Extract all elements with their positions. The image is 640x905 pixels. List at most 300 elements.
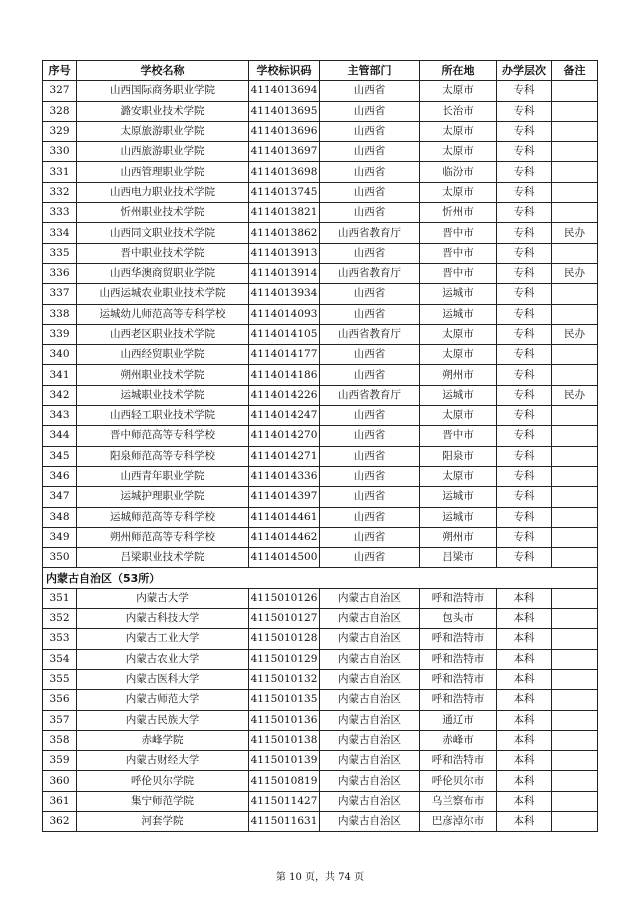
cell-school-code: 4114013914 xyxy=(249,263,320,283)
table-row xyxy=(43,771,598,791)
table-row xyxy=(43,588,598,608)
cell-school-code: 4115010128 xyxy=(249,629,320,649)
cell-location: 包头市 xyxy=(420,609,497,629)
cell-authority: 内蒙古自治区 xyxy=(320,649,420,669)
cell-school-code: 4114014186 xyxy=(249,365,320,385)
cell-index: 333 xyxy=(43,203,77,223)
cell-authority: 山西省教育厅 xyxy=(320,385,420,405)
cell-location: 呼和浩特市 xyxy=(420,649,497,669)
cell-school-name: 山西青年职业学院 xyxy=(77,466,249,486)
cell-remarks xyxy=(552,406,598,426)
cell-school-name: 内蒙古农业大学 xyxy=(77,649,249,669)
cell-authority: 内蒙古自治区 xyxy=(320,629,420,649)
cell-index: 361 xyxy=(43,791,77,811)
cell-location: 运城市 xyxy=(420,304,497,324)
cell-index: 343 xyxy=(43,406,77,426)
cell-location: 赤峰市 xyxy=(420,730,497,750)
cell-index: 344 xyxy=(43,426,77,446)
cell-school-name: 内蒙古医科大学 xyxy=(77,669,249,689)
cell-location: 晋中市 xyxy=(420,426,497,446)
cell-school-name: 内蒙古财经大学 xyxy=(77,751,249,771)
cell-index: 348 xyxy=(43,507,77,527)
header-row xyxy=(43,61,598,81)
cell-school-name: 朔州职业技术学院 xyxy=(77,365,249,385)
cell-authority: 山西省 xyxy=(320,81,420,101)
cell-level: 本科 xyxy=(497,609,552,629)
table-row xyxy=(43,203,598,223)
cell-remarks xyxy=(552,365,598,385)
table-row xyxy=(43,81,598,101)
cell-index: 340 xyxy=(43,345,77,365)
cell-remarks xyxy=(552,182,598,202)
cell-index: 334 xyxy=(43,223,77,243)
cell-school-code: 4115010132 xyxy=(249,669,320,689)
cell-location: 运城市 xyxy=(420,487,497,507)
cell-school-name: 运城师范高等专科学校 xyxy=(77,507,249,527)
cell-school-code: 4115010819 xyxy=(249,771,320,791)
cell-authority: 内蒙古自治区 xyxy=(320,730,420,750)
cell-level: 专科 xyxy=(497,385,552,405)
table-row xyxy=(43,345,598,365)
cell-school-code: 4114013696 xyxy=(249,121,320,141)
cell-authority: 内蒙古自治区 xyxy=(320,811,420,831)
cell-level: 本科 xyxy=(497,649,552,669)
cell-remarks: 民办 xyxy=(552,324,598,344)
cell-school-name: 太原旅游职业学院 xyxy=(77,121,249,141)
cell-school-name: 阳泉师范高等专科学校 xyxy=(77,446,249,466)
cell-school-code: 4114014397 xyxy=(249,487,320,507)
cell-level: 专科 xyxy=(497,548,552,568)
table-row xyxy=(43,507,598,527)
cell-school-name: 潞安职业技术学院 xyxy=(77,101,249,121)
cell-school-code: 4115010136 xyxy=(249,710,320,730)
table-row xyxy=(43,101,598,121)
cell-level: 专科 xyxy=(497,446,552,466)
cell-remarks: 民办 xyxy=(552,385,598,405)
table-row xyxy=(43,548,598,568)
cell-location: 长治市 xyxy=(420,101,497,121)
cell-school-code: 4115010127 xyxy=(249,609,320,629)
cell-authority: 内蒙古自治区 xyxy=(320,771,420,791)
cell-authority: 内蒙古自治区 xyxy=(320,791,420,811)
cell-remarks xyxy=(552,426,598,446)
cell-remarks xyxy=(552,771,598,791)
cell-level: 专科 xyxy=(497,324,552,344)
table-row xyxy=(43,365,598,385)
cell-index: 346 xyxy=(43,466,77,486)
cell-level: 本科 xyxy=(497,710,552,730)
table-row xyxy=(43,121,598,141)
cell-remarks xyxy=(552,649,598,669)
cell-remarks xyxy=(552,162,598,182)
cell-authority: 山西省 xyxy=(320,162,420,182)
cell-school-code: 4114013694 xyxy=(249,81,320,101)
cell-remarks xyxy=(552,609,598,629)
cell-authority: 山西省 xyxy=(320,365,420,385)
cell-school-name: 运城职业技术学院 xyxy=(77,385,249,405)
cell-school-code: 4114014177 xyxy=(249,345,320,365)
cell-level: 专科 xyxy=(497,243,552,263)
cell-level: 专科 xyxy=(497,507,552,527)
cell-authority: 山西省 xyxy=(320,527,420,547)
cell-school-code: 4114014226 xyxy=(249,385,320,405)
cell-level: 专科 xyxy=(497,365,552,385)
cell-school-code: 4114014105 xyxy=(249,324,320,344)
table-row xyxy=(43,263,598,283)
cell-authority: 山西省 xyxy=(320,487,420,507)
cell-location: 朔州市 xyxy=(420,365,497,385)
cell-remarks xyxy=(552,791,598,811)
cell-school-name: 忻州职业技术学院 xyxy=(77,203,249,223)
cell-index: 345 xyxy=(43,446,77,466)
cell-location: 朔州市 xyxy=(420,527,497,547)
cell-school-code: 4114014271 xyxy=(249,446,320,466)
cell-level: 专科 xyxy=(497,223,552,243)
cell-school-code: 4114014461 xyxy=(249,507,320,527)
cell-authority: 内蒙古自治区 xyxy=(320,669,420,689)
cell-location: 太原市 xyxy=(420,182,497,202)
cell-level: 专科 xyxy=(497,81,552,101)
cell-index: 329 xyxy=(43,121,77,141)
header-index: 序号 xyxy=(43,61,77,81)
cell-index: 358 xyxy=(43,730,77,750)
cell-level: 本科 xyxy=(497,811,552,831)
shanxi-rows xyxy=(43,81,598,568)
table-row xyxy=(43,426,598,446)
cell-location: 太原市 xyxy=(420,345,497,365)
cell-authority: 山西省 xyxy=(320,142,420,162)
table-row xyxy=(43,385,598,405)
cell-school-code: 4114013934 xyxy=(249,284,320,304)
table-row xyxy=(43,466,598,486)
cell-level: 本科 xyxy=(497,629,552,649)
cell-school-code: 4114013697 xyxy=(249,142,320,162)
cell-remarks xyxy=(552,487,598,507)
cell-index: 347 xyxy=(43,487,77,507)
cell-index: 353 xyxy=(43,629,77,649)
cell-index: 328 xyxy=(43,101,77,121)
table-row xyxy=(43,142,598,162)
cell-index: 341 xyxy=(43,365,77,385)
header-authority: 主管部门 xyxy=(320,61,420,81)
cell-school-name: 呼伦贝尔学院 xyxy=(77,771,249,791)
cell-level: 专科 xyxy=(497,162,552,182)
cell-school-code: 4115010126 xyxy=(249,588,320,608)
cell-school-code: 4114013913 xyxy=(249,243,320,263)
table-row xyxy=(43,690,598,710)
cell-location: 忻州市 xyxy=(420,203,497,223)
cell-remarks: 民办 xyxy=(552,223,598,243)
cell-remarks: 民办 xyxy=(552,263,598,283)
cell-location: 呼和浩特市 xyxy=(420,751,497,771)
cell-location: 运城市 xyxy=(420,507,497,527)
cell-level: 本科 xyxy=(497,751,552,771)
section-block xyxy=(43,568,598,588)
header-level: 办学层次 xyxy=(497,61,552,81)
cell-remarks xyxy=(552,121,598,141)
table-row xyxy=(43,811,598,831)
cell-index: 351 xyxy=(43,588,77,608)
cell-authority: 内蒙古自治区 xyxy=(320,751,420,771)
cell-index: 335 xyxy=(43,243,77,263)
cell-location: 晋中市 xyxy=(420,263,497,283)
cell-school-code: 4114014500 xyxy=(249,548,320,568)
cell-location: 临汾市 xyxy=(420,162,497,182)
table-row xyxy=(43,182,598,202)
cell-index: 352 xyxy=(43,609,77,629)
cell-authority: 山西省教育厅 xyxy=(320,324,420,344)
cell-authority: 山西省 xyxy=(320,101,420,121)
cell-remarks xyxy=(552,710,598,730)
cell-school-name: 山西旅游职业学院 xyxy=(77,142,249,162)
cell-location: 呼和浩特市 xyxy=(420,588,497,608)
school-list-table xyxy=(42,60,598,832)
cell-school-name: 山西华澳商贸职业学院 xyxy=(77,263,249,283)
cell-level: 专科 xyxy=(497,527,552,547)
cell-authority: 山西省 xyxy=(320,406,420,426)
cell-school-name: 山西经贸职业学院 xyxy=(77,345,249,365)
cell-level: 专科 xyxy=(497,263,552,283)
cell-school-code: 4115011631 xyxy=(249,811,320,831)
cell-level: 本科 xyxy=(497,690,552,710)
cell-school-name: 山西管理职业学院 xyxy=(77,162,249,182)
cell-remarks xyxy=(552,81,598,101)
cell-index: 350 xyxy=(43,548,77,568)
cell-index: 331 xyxy=(43,162,77,182)
cell-school-name: 运城护理职业学院 xyxy=(77,487,249,507)
cell-location: 乌兰察布市 xyxy=(420,791,497,811)
table-row xyxy=(43,710,598,730)
cell-location: 太原市 xyxy=(420,406,497,426)
cell-authority: 山西省 xyxy=(320,345,420,365)
cell-index: 337 xyxy=(43,284,77,304)
cell-school-name: 内蒙古大学 xyxy=(77,588,249,608)
cell-level: 专科 xyxy=(497,466,552,486)
cell-level: 专科 xyxy=(497,304,552,324)
cell-remarks xyxy=(552,243,598,263)
cell-authority: 山西省教育厅 xyxy=(320,223,420,243)
cell-remarks xyxy=(552,730,598,750)
table-row xyxy=(43,751,598,771)
cell-level: 本科 xyxy=(497,730,552,750)
cell-remarks xyxy=(552,304,598,324)
cell-school-code: 4115010129 xyxy=(249,649,320,669)
inner-mongolia-rows xyxy=(43,588,598,832)
header-school-name: 学校名称 xyxy=(77,61,249,81)
cell-index: 355 xyxy=(43,669,77,689)
cell-remarks xyxy=(552,345,598,365)
cell-school-code: 4115010139 xyxy=(249,751,320,771)
cell-level: 专科 xyxy=(497,426,552,446)
cell-level: 专科 xyxy=(497,101,552,121)
cell-location: 太原市 xyxy=(420,121,497,141)
cell-level: 专科 xyxy=(497,203,552,223)
cell-level: 本科 xyxy=(497,771,552,791)
cell-index: 362 xyxy=(43,811,77,831)
cell-index: 360 xyxy=(43,771,77,791)
cell-authority: 内蒙古自治区 xyxy=(320,609,420,629)
cell-remarks xyxy=(552,669,598,689)
cell-location: 呼和浩特市 xyxy=(420,690,497,710)
table-row xyxy=(43,446,598,466)
table-row xyxy=(43,791,598,811)
cell-index: 327 xyxy=(43,81,77,101)
cell-remarks xyxy=(552,507,598,527)
table-row xyxy=(43,629,598,649)
cell-remarks xyxy=(552,527,598,547)
cell-authority: 山西省 xyxy=(320,243,420,263)
cell-school-code: 4114013821 xyxy=(249,203,320,223)
cell-location: 太原市 xyxy=(420,324,497,344)
cell-index: 339 xyxy=(43,324,77,344)
cell-remarks xyxy=(552,690,598,710)
cell-authority: 山西省 xyxy=(320,426,420,446)
table-row xyxy=(43,162,598,182)
cell-school-name: 晋中师范高等专科学校 xyxy=(77,426,249,446)
cell-remarks xyxy=(552,629,598,649)
cell-index: 359 xyxy=(43,751,77,771)
cell-authority: 山西省 xyxy=(320,121,420,141)
cell-remarks xyxy=(552,446,598,466)
cell-location: 阳泉市 xyxy=(420,446,497,466)
cell-level: 专科 xyxy=(497,121,552,141)
cell-authority: 山西省 xyxy=(320,466,420,486)
cell-school-name: 内蒙古师范大学 xyxy=(77,690,249,710)
cell-remarks xyxy=(552,203,598,223)
cell-authority: 山西省 xyxy=(320,548,420,568)
table-row xyxy=(43,243,598,263)
cell-location: 呼伦贝尔市 xyxy=(420,771,497,791)
cell-school-name: 吕梁职业技术学院 xyxy=(77,548,249,568)
cell-school-name: 内蒙古工业大学 xyxy=(77,629,249,649)
header-school-code: 学校标识码 xyxy=(249,61,320,81)
cell-school-code: 4115010138 xyxy=(249,730,320,750)
page-footer: 第 10 页，共 74 页 xyxy=(275,872,365,883)
cell-remarks xyxy=(552,548,598,568)
cell-authority: 山西省 xyxy=(320,446,420,466)
cell-location: 呼和浩特市 xyxy=(420,669,497,689)
cell-school-code: 4114014462 xyxy=(249,527,320,547)
cell-school-name: 山西轻工职业技术学院 xyxy=(77,406,249,426)
cell-index: 330 xyxy=(43,142,77,162)
cell-index: 356 xyxy=(43,690,77,710)
cell-authority: 内蒙古自治区 xyxy=(320,690,420,710)
cell-level: 专科 xyxy=(497,284,552,304)
cell-school-name: 内蒙古民族大学 xyxy=(77,710,249,730)
cell-remarks xyxy=(552,142,598,162)
cell-location: 呼和浩特市 xyxy=(420,629,497,649)
cell-index: 357 xyxy=(43,710,77,730)
cell-authority: 内蒙古自治区 xyxy=(320,588,420,608)
cell-location: 太原市 xyxy=(420,466,497,486)
cell-location: 晋中市 xyxy=(420,223,497,243)
cell-school-code: 4115011427 xyxy=(249,791,320,811)
cell-index: 336 xyxy=(43,263,77,283)
table-row xyxy=(43,406,598,426)
cell-location: 太原市 xyxy=(420,142,497,162)
cell-school-name: 山西运城农业职业技术学院 xyxy=(77,284,249,304)
cell-level: 专科 xyxy=(497,345,552,365)
cell-remarks xyxy=(552,101,598,121)
cell-index: 342 xyxy=(43,385,77,405)
cell-school-code: 4114014247 xyxy=(249,406,320,426)
cell-location: 太原市 xyxy=(420,81,497,101)
header-remarks: 备注 xyxy=(552,61,598,81)
table-row xyxy=(43,324,598,344)
cell-school-name: 晋中职业技术学院 xyxy=(77,243,249,263)
cell-location: 晋中市 xyxy=(420,243,497,263)
cell-level: 专科 xyxy=(497,182,552,202)
cell-school-code: 4114013695 xyxy=(249,101,320,121)
cell-location: 运城市 xyxy=(420,385,497,405)
cell-school-code: 4115010135 xyxy=(249,690,320,710)
cell-school-name: 山西老区职业技术学院 xyxy=(77,324,249,344)
table-row xyxy=(43,304,598,324)
cell-authority: 山西省 xyxy=(320,304,420,324)
cell-authority: 内蒙古自治区 xyxy=(320,710,420,730)
cell-remarks xyxy=(552,284,598,304)
cell-index: 338 xyxy=(43,304,77,324)
cell-school-name: 赤峰学院 xyxy=(77,730,249,750)
table-row xyxy=(43,223,598,243)
cell-level: 专科 xyxy=(497,487,552,507)
table-row xyxy=(43,669,598,689)
cell-authority: 山西省 xyxy=(320,182,420,202)
cell-location: 通辽市 xyxy=(420,710,497,730)
cell-school-name: 运城幼儿师范高等专科学校 xyxy=(77,304,249,324)
table-row xyxy=(43,487,598,507)
cell-school-name: 河套学院 xyxy=(77,811,249,831)
cell-level: 本科 xyxy=(497,791,552,811)
cell-authority: 山西省 xyxy=(320,284,420,304)
cell-level: 本科 xyxy=(497,588,552,608)
table-row xyxy=(43,527,598,547)
table-row xyxy=(43,609,598,629)
cell-school-name: 山西同文职业技术学院 xyxy=(77,223,249,243)
table-row xyxy=(43,730,598,750)
cell-location: 巴彦淖尔市 xyxy=(420,811,497,831)
cell-school-code: 4114013698 xyxy=(249,162,320,182)
cell-school-name: 内蒙古科技大学 xyxy=(77,609,249,629)
cell-school-code: 4114014093 xyxy=(249,304,320,324)
cell-school-name: 朔州师范高等专科学校 xyxy=(77,527,249,547)
cell-level: 专科 xyxy=(497,142,552,162)
header-location: 所在地 xyxy=(420,61,497,81)
cell-index: 354 xyxy=(43,649,77,669)
section-title: 内蒙古自治区（53所） xyxy=(43,568,598,588)
cell-school-name: 集宁师范学院 xyxy=(77,791,249,811)
cell-level: 本科 xyxy=(497,669,552,689)
cell-school-code: 4114013745 xyxy=(249,182,320,202)
cell-school-name: 山西国际商务职业学院 xyxy=(77,81,249,101)
cell-school-code: 4114013862 xyxy=(249,223,320,243)
cell-location: 运城市 xyxy=(420,284,497,304)
cell-remarks xyxy=(552,751,598,771)
cell-index: 332 xyxy=(43,182,77,202)
cell-school-code: 4114014270 xyxy=(249,426,320,446)
cell-authority: 山西省教育厅 xyxy=(320,263,420,283)
cell-remarks xyxy=(552,588,598,608)
cell-authority: 山西省 xyxy=(320,507,420,527)
cell-authority: 山西省 xyxy=(320,203,420,223)
cell-remarks xyxy=(552,811,598,831)
cell-school-code: 4114014336 xyxy=(249,466,320,486)
cell-remarks xyxy=(552,466,598,486)
cell-level: 专科 xyxy=(497,406,552,426)
section-row xyxy=(43,568,598,588)
cell-location: 吕梁市 xyxy=(420,548,497,568)
table-row xyxy=(43,284,598,304)
